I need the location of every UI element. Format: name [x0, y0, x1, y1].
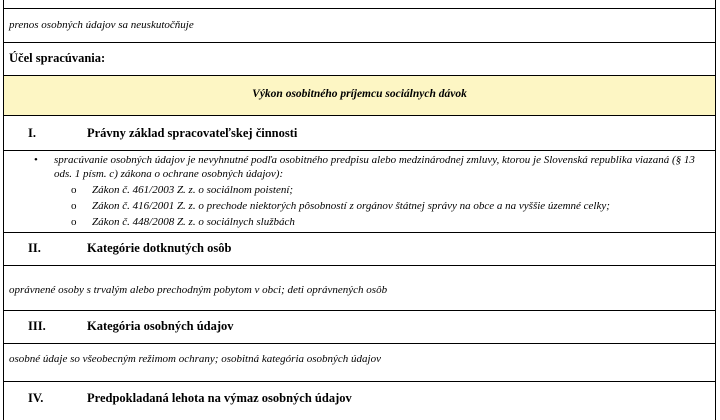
- section-number: III.: [28, 319, 46, 333]
- transfer-row: [4, 8, 715, 42]
- bullet-marker: •: [34, 154, 38, 166]
- section-heading-retention: [4, 381, 715, 420]
- section-label: Právny základ spracovateľskej činnosti: [87, 126, 298, 140]
- section-number: I.: [28, 126, 36, 140]
- transfer-text: prenos osobných údajov sa neuskutočňuje: [9, 19, 194, 31]
- purpose-value-row: [4, 75, 715, 115]
- section-label: Kategórie dotknutých osôb: [87, 241, 232, 255]
- section-label: Predpokladaná lehota na výmaz osobných údajov: [87, 391, 352, 405]
- law-item: Zákon č. 448/2008 Z. z. o sociálnych službách: [92, 216, 295, 228]
- section-heading-data-subjects: [4, 232, 715, 265]
- data-subjects-row: [4, 265, 715, 310]
- document-table: [3, 0, 716, 420]
- law-item: Zákon č. 416/2001 Z. z. o prechode niektorých pôsobností z orgánov štátnej správy na obce a na vyššie územné celky;: [92, 200, 610, 212]
- legal-basis-row: [4, 150, 715, 232]
- law-item: Zákon č. 461/2003 Z. z. o sociálnom poistení;: [92, 184, 294, 196]
- sub-bullet-marker: o: [71, 184, 77, 196]
- section-label: Kategória osobných údajov: [87, 319, 234, 333]
- sub-bullet-marker: o: [71, 200, 77, 212]
- sub-bullet-marker: o: [71, 216, 77, 228]
- data-subjects-text: oprávnené osoby s trvalým alebo prechodným pobytom v obci; deti oprávnených osôb: [9, 284, 388, 296]
- data-categories-row: [4, 343, 715, 381]
- data-categories-text: osobné údaje so všeobecným režimom ochrany; osobitná kategória osobných údajov: [9, 353, 381, 365]
- purpose-label: Účel spracúvania:: [9, 51, 106, 65]
- legal-basis-text: spracúvanie osobných údajov je nevyhnutné podľa osobitného predpisu alebo medzinárodnej zmluvy, ktorou je Slovenská republika viazaná (§ 13 ods. 1 písm. c) zákona o ochrane osobných údajov):: [54, 154, 695, 180]
- section-heading-data-categories: [4, 310, 715, 343]
- top-spacer-row: [4, 0, 715, 8]
- purpose-value: Výkon osobitného príjemcu sociálnych dávok: [252, 88, 467, 100]
- section-heading-legal-basis: [4, 115, 715, 150]
- purpose-label-row: [4, 42, 715, 75]
- section-number: II.: [28, 241, 41, 255]
- section-number: IV.: [28, 391, 44, 405]
